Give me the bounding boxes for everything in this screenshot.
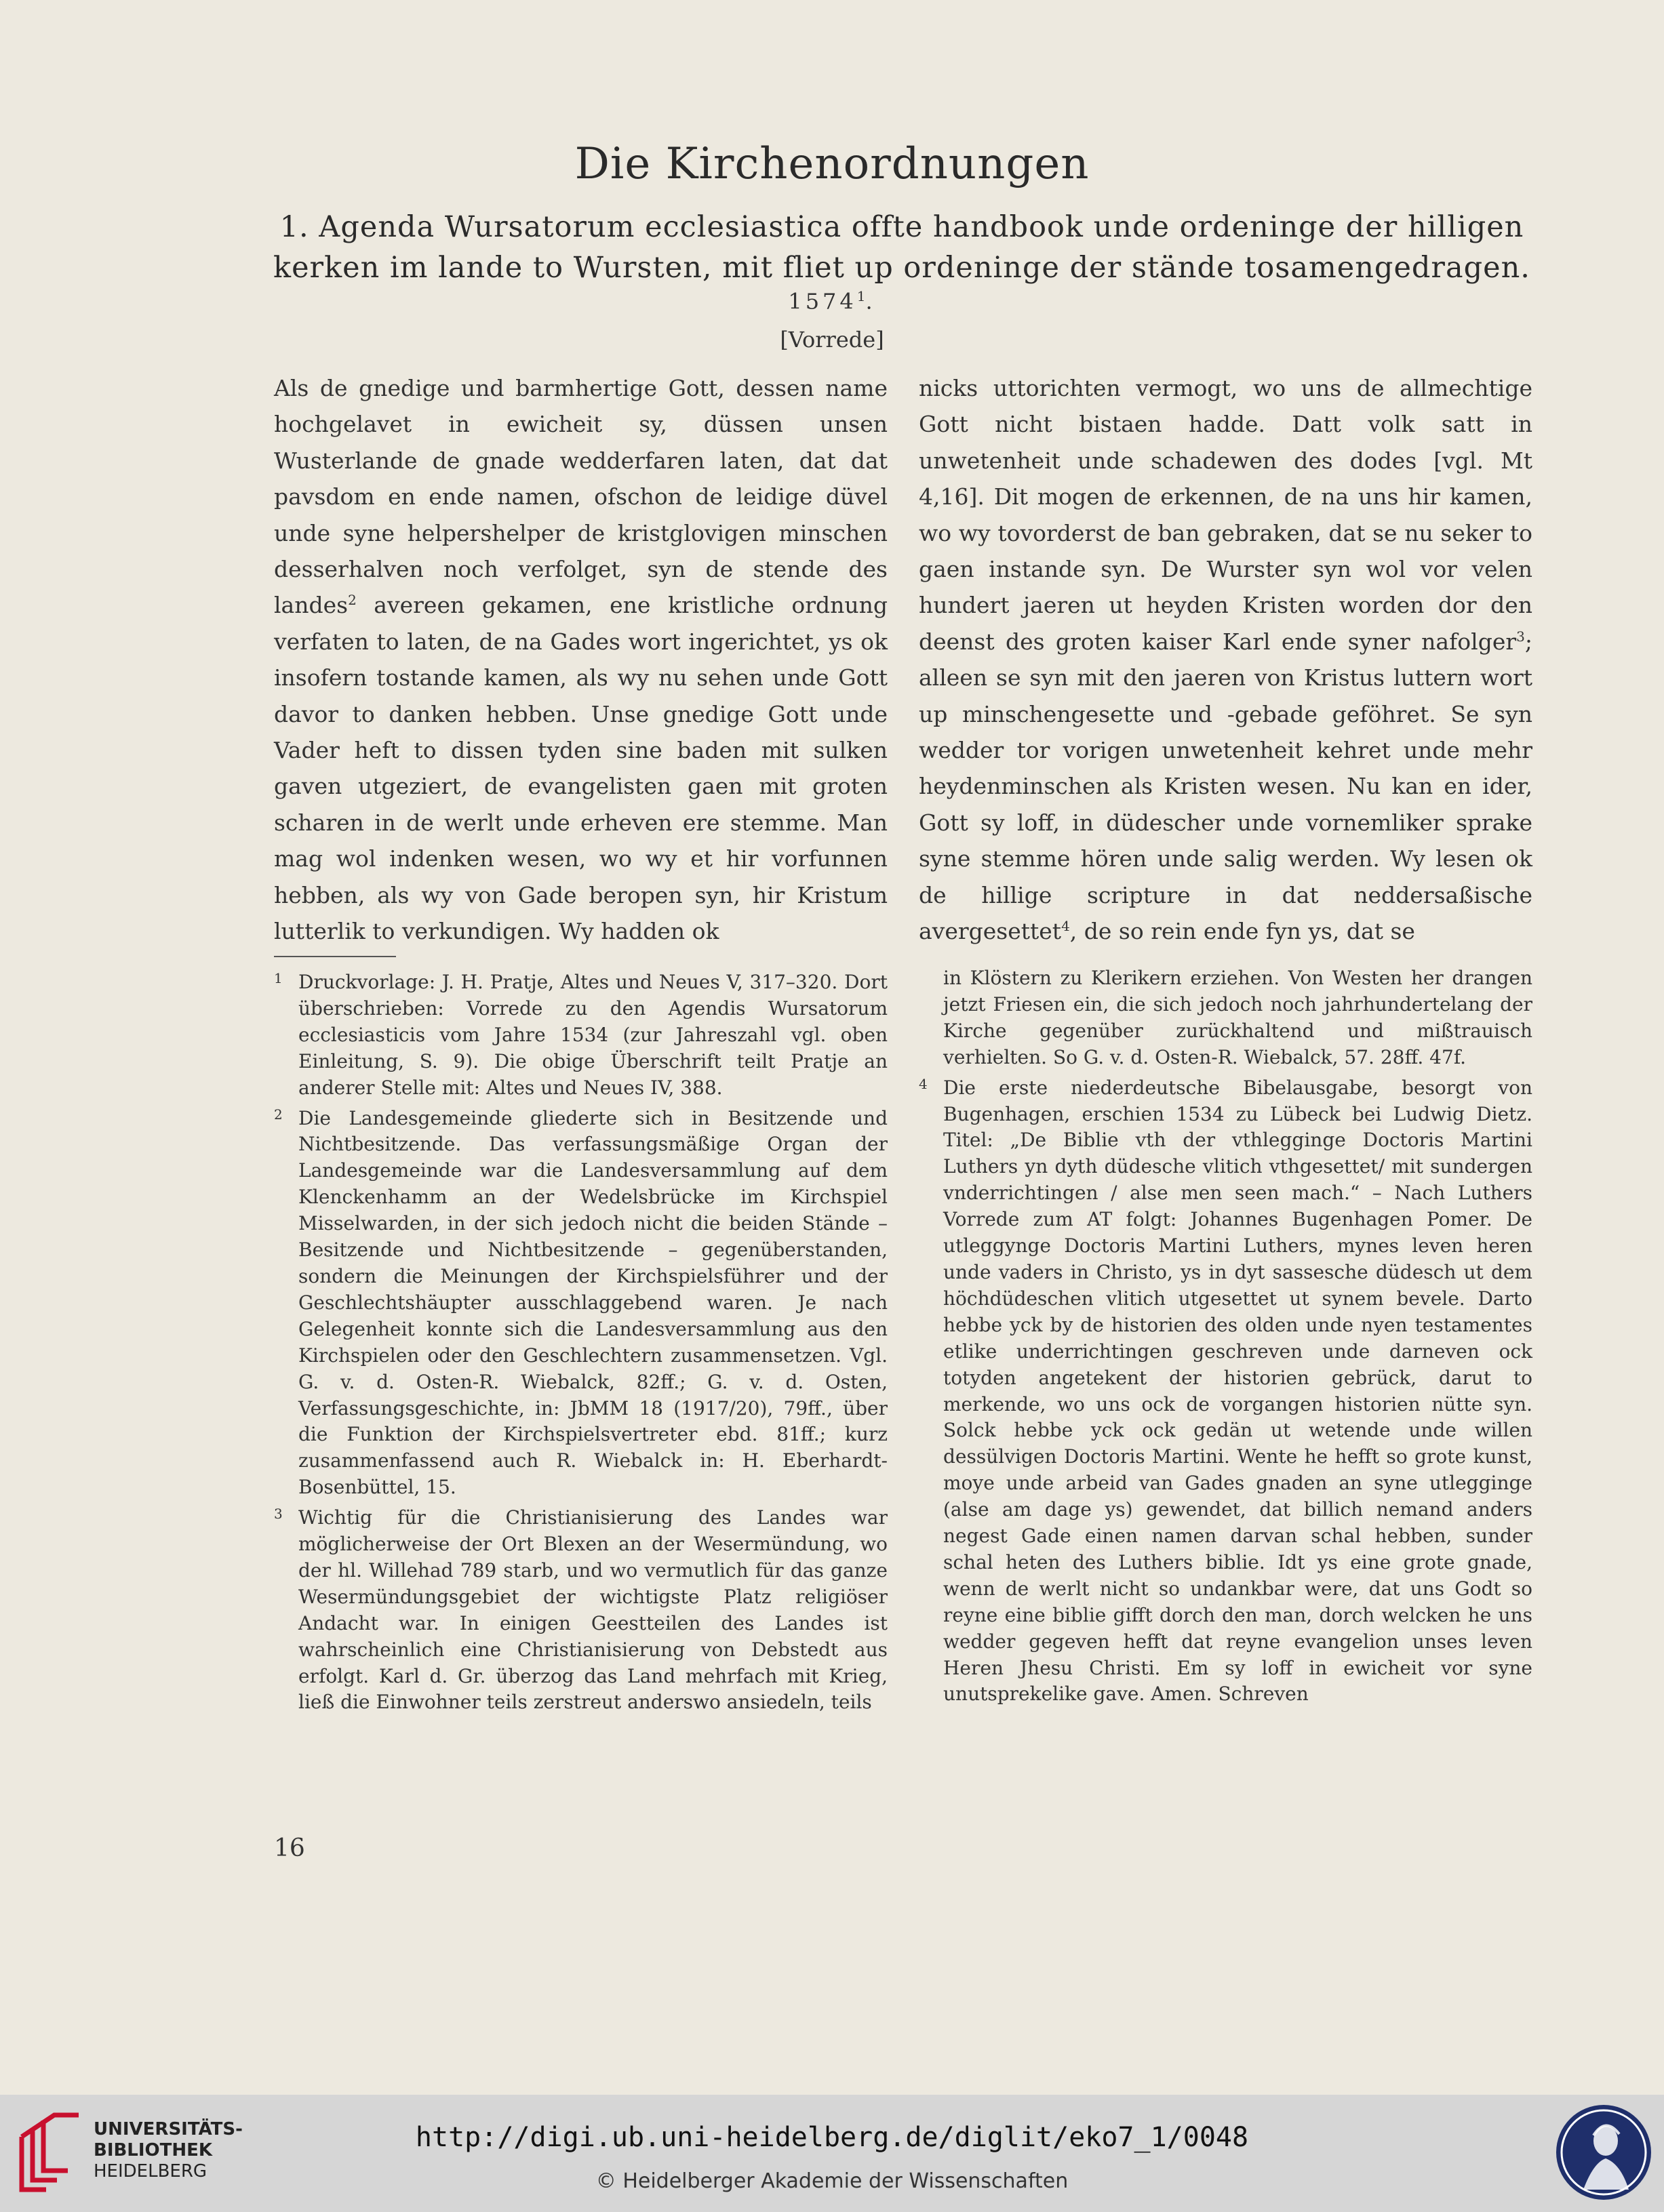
body-text-right-3: , de so rein ende fyn ys, dat se	[1069, 918, 1415, 945]
footnote-text: Druckvorlage: J. H. Pratje, Altes und Neues V, 317–320. Dort überschrieben: Vorrede zu den Agendis Wursatorum ecclesiasticis vom Jahre 1534 (zur Jahreszahl vgl. oben Einleitung, S. 9). Die obige Überschrift teilt Pratje an anderer Stelle mit: Altes und Neues IV, 388.	[298, 971, 888, 1099]
footnote-mark: 4	[919, 1075, 928, 1092]
footnote	[274, 965, 888, 1102]
vorrede-heading: [Vorrede]	[780, 327, 884, 353]
year-text: 1574	[788, 288, 857, 315]
footnote-ref-4: 4	[1061, 918, 1070, 935]
body-text-right-1: nicks uttorichten vermogt, wo uns de allmechtige Gott nicht bistaen hadde. Datt volk satt in unwetenheit unde schadewen des dodes [vgl. Mt 4,16]. Dit mogen de erkennen, de na uns hir kamen, wo wy tovorderst de ban gebraken, dat se nu seker to gaen instande syn. De Wurster syn wol vor velen hundert jaeren ut heyden Kristen worden dor den deenst des groten kaiser Karl ende syner nafolger	[919, 375, 1532, 655]
footnote-text: Wichtig für die Christianisierung des Landes war möglicherweise der Ort Blexen an der Wesermündung, wo der hl. Willehad 789 starb, und wo vermutlich für das ganze Wesermündungsgebiet der wichtigste Platz religiöser Andacht war. In einigen Geestteilen des Landes ist wahrscheinlich eine Christianisierung von Debstedt aus erfolgt. Karl d. Gr. überzog das Land mehrfach mit Krieg, ließ die Einwohner teils zerstreut anderswo ansiedeln, teils	[298, 1506, 888, 1714]
body-text-left-2: avereen gekamen, ene kristliche ordnung verfaten to laten, de na Gades wort ingerichtet, ys ok insofern tostande kamen, als wy nu sehen unde Gott davor to danken hebben. Unse gnedige Gott unde Vader heft to dissen tyden sine baden mit sulken gaven utgeziert, de evangelisten gaen mit groten scharen in de werlt unde erheven ere stemme. Man mag wol indenken wesen, wo wy et hir vorfunnen hebben, als wy von Gade beropen syn, hir Kristum lutterlik to verkundigen. Wy hadden ok	[274, 592, 888, 945]
library-name-line: BIBLIOTHEK	[94, 2140, 213, 2160]
body-column-right	[919, 370, 1532, 950]
footnote-ref-3: 3	[1516, 628, 1525, 645]
copyright-notice: © Heidelberger Akademie der Wissenschaften	[595, 2169, 1069, 2193]
body-text-left-1: Als de gnedige und barmhertige Gott, dessen name hochgelavet in ewicheit sy, düssen unsen Wusterlande de gnade wedderfaren laten, dat dat pavsdom en ende namen, ofschon de leidige düvel unde syne helpershelper de kristglovigen minschen desserhalven noch verfolget, syn de stende des landes	[274, 375, 888, 619]
library-name-line: HEIDELBERG	[94, 2161, 207, 2181]
footnote-mark: 3	[274, 1506, 283, 1523]
footnote-mark: 1	[274, 970, 283, 986]
section-heading: 1. Agenda Wursatorum ecclesiastica offte handbook unde ordeninge der hilligen kerken im lande to Wursten, mit fliet up ordeninge der stände tosamengedragen.	[273, 210, 1530, 285]
body-text-right-2: ; alleen se syn mit den jaeren von Kristus luttern wort up minschengesette und -gebade geföhret. Se syn wedder tor vorigen unwetenheit kehret unde mehr heydenminschen als Kristen wesen. Nu kan en ider, Gott sy loff, in düdescher unde vornemliker sprake syne stemme hören unde salig werden. Wy lesen ok de hillige scripture in dat neddersaßische avergesettet	[919, 628, 1532, 945]
footnote-divider	[274, 956, 396, 957]
footnotes-right	[919, 965, 1532, 1708]
year-line: 1574$^1$.	[788, 288, 876, 315]
footnote-mark: 2	[274, 1106, 283, 1123]
library-name-line: UNIVERSITÄTS-	[94, 2119, 243, 2139]
academy-seal-icon	[1553, 2102, 1655, 2203]
footnote-ref-1: 1	[856, 288, 866, 304]
footnote	[919, 1071, 1532, 1708]
footnote-text: Die erste niederdeutsche Bibelausgabe, besorgt von Bugenhagen, erschien 1534 zu Lübeck bei Ludwig Dietz. Titel: „De Biblie vth der vthlegginge Doctoris Martini Luthers yn dyth düdesche vlitich vthgesettet/ mit sundergen vnderrichtingen / alse men seen mach.“ – Nach Luthers Vorrede zum AT folgt: Johannes Bugenhagen Pomer. De utleggynge Doctoris Martini Luthers, mynes leven heren unde vaders in Christo, ys in dyt sassesche düdesch ut dem höchdüdeschen vlitich utgesettet ut synem bevele. Darto hebbe yck by de historien des olden unde nyen testamentes etlike underrichtingen geschreven unde darneven ock totyden angetekent der historien gebrück, darut to merkende, wo uns ock de vorgangen historien nütte syn. Solck hebbe yck ock gedän ut wetende unde willen dessülvigen Doctoris Martini. Wente he hefft so grote kunst, moye unde arbeid van Gades gnaden an syne utlegginge (alse am dage ys) gewendet, dat billich nemand anders negest Gade einen namen darvan schal hebben, sunder schal heten des Luthers biblie. Idt ys eine grote gnade, wenn de werlt nicht so undankbar were, dat uns Godt so reyne eine biblie gifft dorch den man, dorch welcken he uns wedder gegeven hefft dat reyne evangelion unses leven Heren Jhesu Christi. Em sy loff in ewicheit vor syne unutsprekelike gave. Amen. Schreven	[943, 1076, 1532, 1706]
page-number: 16	[274, 1834, 305, 1862]
body-column-left	[274, 370, 888, 950]
footnote-continuation: in Klöstern zu Klerikern erziehen. Von Westen her drangen jetzt Friesen ein, die sich jedoch noch jahrhundertelang der Kirche gegenüber zurückhaltend und mißtrauisch verhielten. So G. v. d. Osten-R. Wiebalck, 57. 28ff. 47f.	[943, 967, 1532, 1068]
permalink-url[interactable]: http://digi.ub.uni-heidelberg.de/diglit/eko7_1/0048	[415, 2122, 1249, 2153]
footnote	[274, 1102, 888, 1502]
footnote-ref-2: 2	[348, 592, 357, 609]
footnote-text: Die Landesgemeinde gliederte sich in Besitzende und Nichtbesitzende. Das verfassungsmäßige Organ der Landesgemeinde war die Landesversammlung auf dem Klenckenhamm an der Wedelsbrücke im Kirchspiel Misselwarden, in der sich jedoch nicht die beiden Stände – Besitzende und Nichtbesitzende – gegenüberstanden, sondern die Meinungen der Kirchspielsführer und der Geschlechtshäupter ausschlaggebend waren. Je nach Gelegenheit konnte sich die Landesversammlung aus den Kirchspielen oder den Geschlechtern zusammensetzen. Vgl. G. v. d. Osten-R. Wiebalck, 82ff.; G. v. d. Osten, Verfassungsgeschichte, in: JbMM 18 (1917/20), 79ff., über die Funktion der Kirchspielsvertreter ebd. 81ff.; kurz zusammenfassend auch R. Wiebalck in: H. Eberhardt-Bosenbüttel, 15.	[298, 1106, 888, 1499]
page-title: Die Kirchenordnungen	[574, 139, 1090, 189]
footnote	[274, 1501, 888, 1716]
viewer-footer	[0, 2095, 1664, 2212]
footnotes-left	[274, 965, 888, 1716]
